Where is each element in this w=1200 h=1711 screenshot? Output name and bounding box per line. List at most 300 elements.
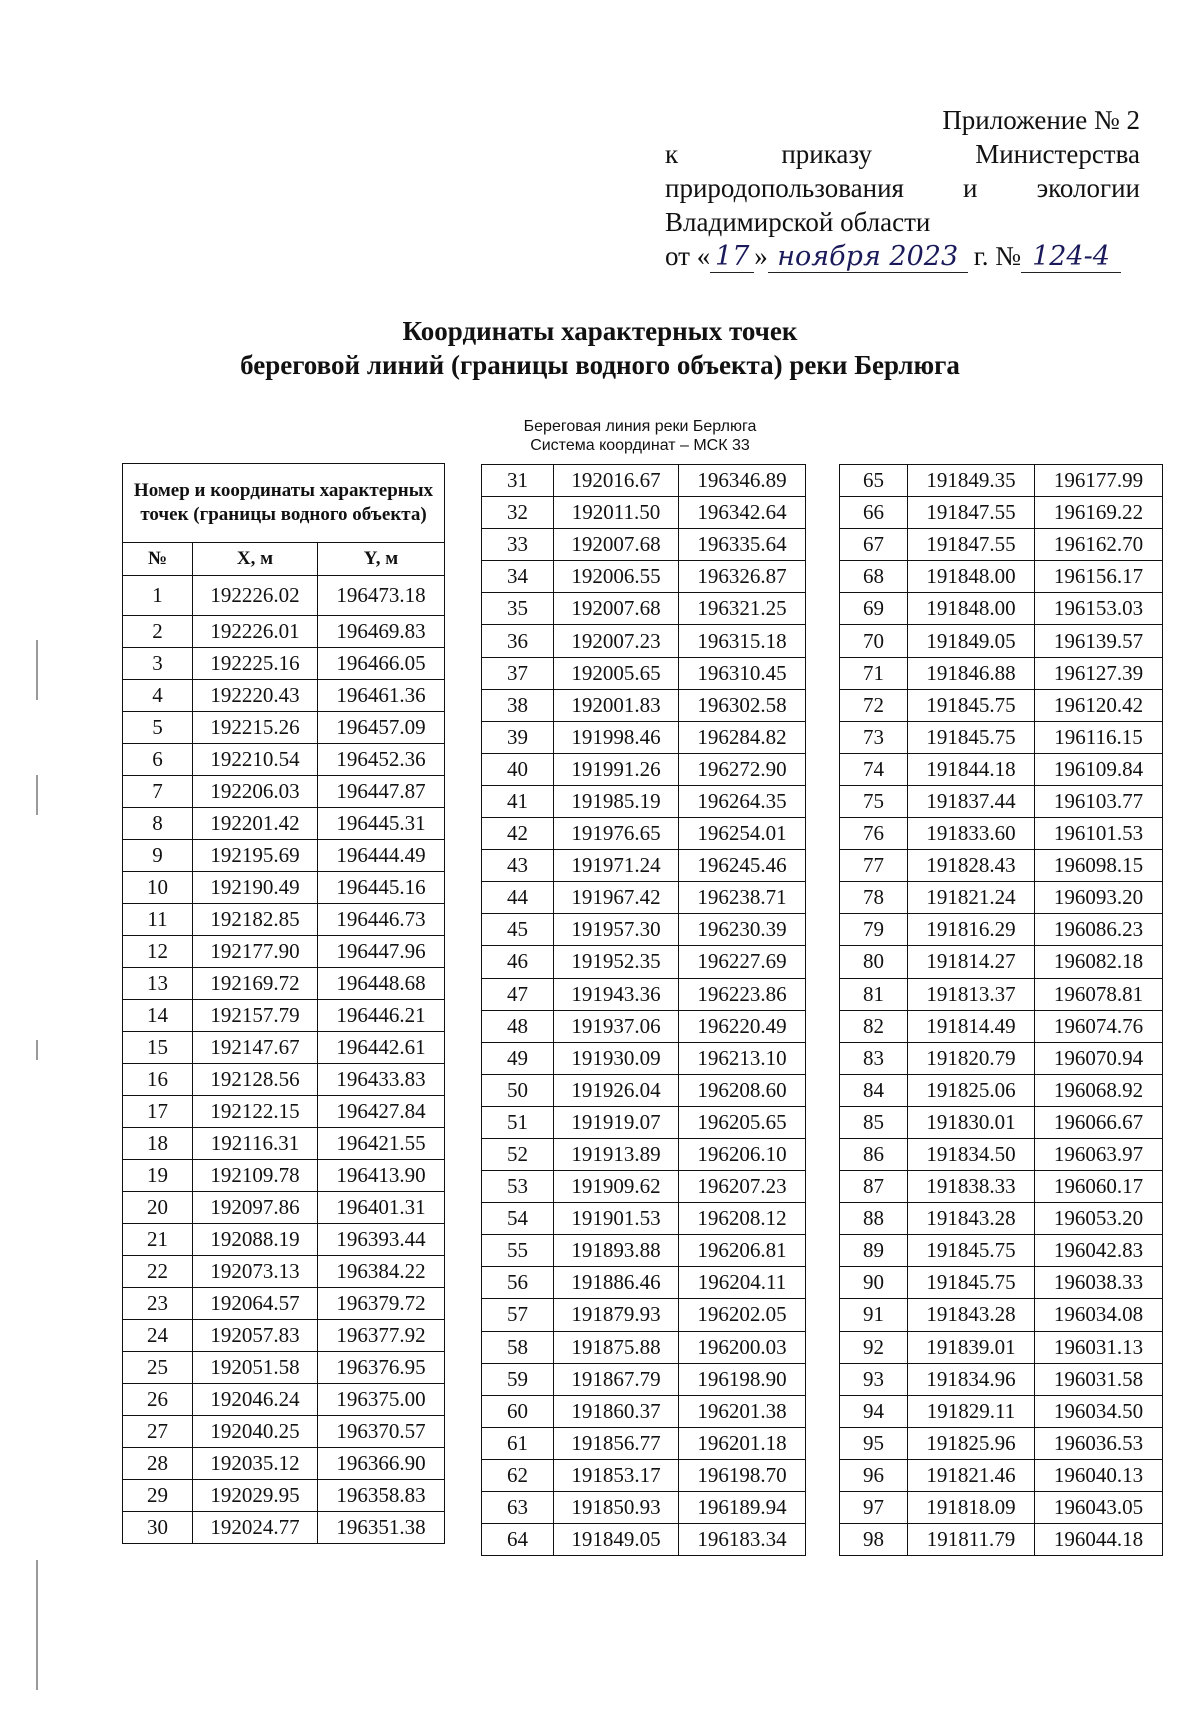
x-coordinate-cell: 191844.18 (908, 753, 1035, 785)
point-number-cell: 90 (840, 1267, 908, 1299)
x-coordinate-cell: 191849.05 (908, 625, 1035, 657)
x-coordinate-cell: 191845.75 (908, 1267, 1035, 1299)
point-number-cell: 80 (840, 946, 908, 978)
point-number-cell: 62 (482, 1459, 554, 1491)
table-row (840, 753, 1163, 785)
table-row (840, 1492, 1163, 1524)
table-row (123, 576, 445, 616)
y-coordinate-cell: 196393.44 (318, 1224, 445, 1256)
point-number-cell: 85 (840, 1106, 908, 1138)
point-number-cell: 41 (482, 785, 554, 817)
y-coordinate-cell: 196034.50 (1035, 1395, 1163, 1427)
point-number-cell: 70 (840, 625, 908, 657)
table-row (482, 1299, 806, 1331)
y-coordinate-cell: 196120.42 (1035, 689, 1163, 721)
table-row (482, 1235, 806, 1267)
x-coordinate-cell: 191943.36 (554, 978, 679, 1010)
table-row (482, 657, 806, 689)
table-row (840, 1074, 1163, 1106)
x-coordinate-cell: 191967.42 (554, 882, 679, 914)
x-coordinate-cell: 191848.00 (908, 561, 1035, 593)
x-coordinate-cell: 191886.46 (554, 1267, 679, 1299)
x-coordinate-cell: 192016.67 (554, 465, 679, 497)
y-coordinate-cell: 196040.13 (1035, 1459, 1163, 1491)
table-row (123, 1288, 445, 1320)
table-row (840, 1331, 1163, 1363)
point-number-cell: 45 (482, 914, 554, 946)
point-number-cell: 6 (123, 744, 193, 776)
x-coordinate-cell: 192195.69 (193, 840, 318, 872)
y-coordinate-cell: 196189.94 (679, 1492, 806, 1524)
y-coordinate-cell: 196208.12 (679, 1203, 806, 1235)
point-number-cell: 49 (482, 1042, 554, 1074)
x-coordinate-cell: 191838.33 (908, 1171, 1035, 1203)
y-coordinate-cell: 196321.25 (679, 593, 806, 625)
y-coordinate-cell: 196068.92 (1035, 1074, 1163, 1106)
table-row (840, 657, 1163, 689)
point-number-cell: 35 (482, 593, 554, 625)
table-row (840, 465, 1163, 497)
point-number-cell: 19 (123, 1160, 193, 1192)
point-number-cell: 75 (840, 785, 908, 817)
x-coordinate-cell: 191816.29 (908, 914, 1035, 946)
handwritten-month-year: ноября 2023 (768, 242, 968, 273)
coordinates-table-2 (481, 464, 806, 1556)
x-coordinate-cell: 191991.26 (554, 753, 679, 785)
table-row (123, 1192, 445, 1224)
y-coordinate-cell: 196446.21 (318, 1000, 445, 1032)
x-coordinate-cell: 191909.62 (554, 1171, 679, 1203)
x-coordinate-cell: 191813.37 (908, 978, 1035, 1010)
x-coordinate-cell: 192206.03 (193, 776, 318, 808)
x-coordinate-cell: 191820.79 (908, 1042, 1035, 1074)
point-number-cell: 20 (123, 1192, 193, 1224)
y-coordinate-cell: 196238.71 (679, 882, 806, 914)
point-number-cell: 88 (840, 1203, 908, 1235)
table-row (482, 914, 806, 946)
point-number-cell: 48 (482, 1010, 554, 1042)
handwritten-order-number: 124-4 (1021, 242, 1121, 273)
point-number-cell: 9 (123, 840, 193, 872)
x-coordinate-cell: 192088.19 (193, 1224, 318, 1256)
y-coordinate-cell: 196063.97 (1035, 1138, 1163, 1170)
y-coordinate-cell: 196442.61 (318, 1032, 445, 1064)
point-number-cell: 54 (482, 1203, 554, 1235)
y-coordinate-cell: 196139.57 (1035, 625, 1163, 657)
table-row (482, 497, 806, 529)
x-coordinate-cell: 191839.01 (908, 1331, 1035, 1363)
x-coordinate-cell: 192097.86 (193, 1192, 318, 1224)
y-coordinate-cell: 196379.72 (318, 1288, 445, 1320)
point-number-cell: 25 (123, 1352, 193, 1384)
point-number-cell: 15 (123, 1032, 193, 1064)
y-coordinate-cell: 196335.64 (679, 529, 806, 561)
point-number-cell: 89 (840, 1235, 908, 1267)
table-row (123, 1480, 445, 1512)
scan-margin-line (36, 1560, 38, 1690)
point-number-cell: 32 (482, 497, 554, 529)
point-number-cell: 16 (123, 1064, 193, 1096)
x-coordinate-cell: 192007.68 (554, 593, 679, 625)
table-row (482, 529, 806, 561)
table-row (840, 1395, 1163, 1427)
point-number-cell: 4 (123, 680, 193, 712)
table-row (840, 561, 1163, 593)
y-coordinate-cell: 196346.89 (679, 465, 806, 497)
table-row (123, 1160, 445, 1192)
y-coordinate-cell: 196315.18 (679, 625, 806, 657)
table-row (482, 1363, 806, 1395)
y-coordinate-cell: 196206.10 (679, 1138, 806, 1170)
point-number-cell: 37 (482, 657, 554, 689)
x-coordinate-cell: 192011.50 (554, 497, 679, 529)
table-row (482, 1010, 806, 1042)
y-coordinate-cell: 196183.34 (679, 1524, 806, 1556)
table-row (840, 1010, 1163, 1042)
x-coordinate-cell: 191879.93 (554, 1299, 679, 1331)
point-number-cell: 66 (840, 497, 908, 529)
y-coordinate-cell: 196245.46 (679, 850, 806, 882)
point-number-cell: 27 (123, 1416, 193, 1448)
table-row (840, 850, 1163, 882)
point-number-cell: 36 (482, 625, 554, 657)
y-coordinate-cell: 196204.11 (679, 1267, 806, 1299)
table-row (840, 785, 1163, 817)
table-row (123, 1352, 445, 1384)
x-coordinate-cell: 192029.95 (193, 1480, 318, 1512)
point-number-cell: 24 (123, 1320, 193, 1352)
x-coordinate-cell: 192001.83 (554, 689, 679, 721)
table-row (123, 1448, 445, 1480)
point-number-cell: 74 (840, 753, 908, 785)
x-coordinate-cell: 191913.89 (554, 1138, 679, 1170)
y-coordinate-cell: 196342.64 (679, 497, 806, 529)
x-coordinate-cell: 192215.26 (193, 712, 318, 744)
y-coordinate-cell: 196358.83 (318, 1480, 445, 1512)
table-row (123, 808, 445, 840)
y-coordinate-cell: 196093.20 (1035, 882, 1163, 914)
x-coordinate-cell: 191976.65 (554, 818, 679, 850)
table-row (123, 776, 445, 808)
x-coordinate-cell: 191860.37 (554, 1395, 679, 1427)
y-coordinate-cell: 196448.68 (318, 968, 445, 1000)
y-coordinate-cell: 196366.90 (318, 1448, 445, 1480)
point-number-cell: 96 (840, 1459, 908, 1491)
x-coordinate-cell: 192064.57 (193, 1288, 318, 1320)
y-coordinate-cell: 196200.03 (679, 1331, 806, 1363)
point-number-cell: 60 (482, 1395, 554, 1427)
table-row (840, 721, 1163, 753)
x-coordinate-cell: 192122.15 (193, 1096, 318, 1128)
table-row (482, 1042, 806, 1074)
x-coordinate-cell: 192190.49 (193, 872, 318, 904)
point-number-cell: 42 (482, 818, 554, 850)
y-coordinate-cell: 196098.15 (1035, 850, 1163, 882)
x-coordinate-cell: 191814.49 (908, 1010, 1035, 1042)
y-coordinate-cell: 196254.01 (679, 818, 806, 850)
point-number-cell: 83 (840, 1042, 908, 1074)
point-number-cell: 91 (840, 1299, 908, 1331)
point-number-cell: 71 (840, 657, 908, 689)
x-coordinate-cell: 192006.55 (554, 561, 679, 593)
y-coordinate-cell: 196466.05 (318, 648, 445, 680)
table-row (123, 1064, 445, 1096)
y-coordinate-cell: 196461.36 (318, 680, 445, 712)
y-coordinate-cell: 196413.90 (318, 1160, 445, 1192)
point-number-cell: 13 (123, 968, 193, 1000)
table-row (123, 968, 445, 1000)
table-row (123, 648, 445, 680)
y-coordinate-cell: 196162.70 (1035, 529, 1163, 561)
point-number-cell: 28 (123, 1448, 193, 1480)
table-row (840, 1363, 1163, 1395)
y-coordinate-cell: 196109.84 (1035, 753, 1163, 785)
y-coordinate-cell: 196034.08 (1035, 1299, 1163, 1331)
handwritten-day: 17 (710, 242, 754, 273)
y-coordinate-cell: 196227.69 (679, 946, 806, 978)
table-row (123, 616, 445, 648)
x-coordinate-cell: 191845.75 (908, 689, 1035, 721)
table-row (482, 1524, 806, 1556)
point-number-cell: 46 (482, 946, 554, 978)
title-line-1: Координаты характерных точек (402, 316, 798, 346)
point-number-cell: 56 (482, 1267, 554, 1299)
x-coordinate-cell: 191837.44 (908, 785, 1035, 817)
table-row (840, 1524, 1163, 1556)
table-row (482, 721, 806, 753)
point-number-cell: 29 (123, 1480, 193, 1512)
y-coordinate-cell: 196116.15 (1035, 721, 1163, 753)
x-coordinate-cell: 191829.11 (908, 1395, 1035, 1427)
y-coordinate-cell: 196031.13 (1035, 1331, 1163, 1363)
table-row (840, 1171, 1163, 1203)
table-row (482, 850, 806, 882)
y-coordinate-cell: 196445.16 (318, 872, 445, 904)
table-row (482, 1331, 806, 1363)
x-coordinate-cell: 191848.00 (908, 593, 1035, 625)
table-row (482, 689, 806, 721)
x-coordinate-cell: 192057.83 (193, 1320, 318, 1352)
point-number-cell: 33 (482, 529, 554, 561)
y-coordinate-cell: 196206.81 (679, 1235, 806, 1267)
y-coordinate-cell: 196302.58 (679, 689, 806, 721)
x-coordinate-cell: 192051.58 (193, 1352, 318, 1384)
point-number-cell: 44 (482, 882, 554, 914)
y-coordinate-cell: 196044.18 (1035, 1524, 1163, 1556)
table-row (840, 1106, 1163, 1138)
x-coordinate-cell: 191834.50 (908, 1138, 1035, 1170)
y-coordinate-cell: 196310.45 (679, 657, 806, 689)
y-coordinate-cell: 196127.39 (1035, 657, 1163, 689)
table-row (482, 882, 806, 914)
table-row (482, 1492, 806, 1524)
table-row (840, 1427, 1163, 1459)
point-number-cell: 11 (123, 904, 193, 936)
point-number-cell: 67 (840, 529, 908, 561)
point-number-cell: 26 (123, 1384, 193, 1416)
table-row (840, 914, 1163, 946)
table-row (840, 689, 1163, 721)
x-coordinate-cell: 191814.27 (908, 946, 1035, 978)
y-coordinate-cell: 196326.87 (679, 561, 806, 593)
point-number-cell: 8 (123, 808, 193, 840)
point-number-cell: 14 (123, 1000, 193, 1032)
point-number-cell: 68 (840, 561, 908, 593)
y-coordinate-cell: 196070.94 (1035, 1042, 1163, 1074)
y-coordinate-cell: 196201.38 (679, 1395, 806, 1427)
x-coordinate-cell: 191850.93 (554, 1492, 679, 1524)
scan-margin-line (36, 775, 38, 815)
table-group-header: Номер и координаты характерных точек (границы водного объекта) (123, 464, 445, 543)
y-coordinate-cell: 196220.49 (679, 1010, 806, 1042)
word: Министерства (975, 139, 1140, 169)
y-coordinate-cell: 196201.18 (679, 1427, 806, 1459)
table-row (840, 882, 1163, 914)
y-coordinate-cell: 196230.39 (679, 914, 806, 946)
table-row (840, 1267, 1163, 1299)
y-coordinate-cell: 196060.17 (1035, 1171, 1163, 1203)
table-row (840, 1235, 1163, 1267)
x-coordinate-cell: 191821.46 (908, 1459, 1035, 1491)
y-coordinate-cell: 196377.92 (318, 1320, 445, 1352)
word: приказу (781, 139, 873, 169)
point-number-cell: 86 (840, 1138, 908, 1170)
point-number-cell: 58 (482, 1331, 554, 1363)
table-row (840, 1203, 1163, 1235)
word: к (665, 139, 679, 169)
x-coordinate-cell: 192147.67 (193, 1032, 318, 1064)
y-coordinate-cell: 196169.22 (1035, 497, 1163, 529)
caption-line-2: Система координат – МСК 33 (530, 437, 750, 454)
x-coordinate-cell: 191834.96 (908, 1363, 1035, 1395)
x-coordinate-cell: 191843.28 (908, 1203, 1035, 1235)
x-coordinate-cell: 192210.54 (193, 744, 318, 776)
x-coordinate-cell: 191875.88 (554, 1331, 679, 1363)
table-row (123, 1224, 445, 1256)
x-coordinate-cell: 192116.31 (193, 1128, 318, 1160)
point-number-cell: 17 (123, 1096, 193, 1128)
table-row (840, 1138, 1163, 1170)
table-row (123, 872, 445, 904)
x-coordinate-cell: 191985.19 (554, 785, 679, 817)
point-number-cell: 73 (840, 721, 908, 753)
y-coordinate-cell: 196473.18 (318, 576, 445, 616)
y-coordinate-cell: 196427.84 (318, 1096, 445, 1128)
y-coordinate-cell: 196457.09 (318, 712, 445, 744)
point-number-cell: 50 (482, 1074, 554, 1106)
table-row (840, 625, 1163, 657)
table-row (123, 744, 445, 776)
table-row (123, 936, 445, 968)
table-row (482, 1138, 806, 1170)
point-number-cell: 55 (482, 1235, 554, 1267)
table-row (482, 1171, 806, 1203)
x-coordinate-cell: 192226.01 (193, 616, 318, 648)
point-number-cell: 94 (840, 1395, 908, 1427)
table-row (840, 1459, 1163, 1491)
x-coordinate-cell: 191843.28 (908, 1299, 1035, 1331)
y-coordinate-cell: 196086.23 (1035, 914, 1163, 946)
y-coordinate-cell: 196156.17 (1035, 561, 1163, 593)
table-row (482, 465, 806, 497)
x-coordinate-cell: 192109.78 (193, 1160, 318, 1192)
x-coordinate-cell: 192007.68 (554, 529, 679, 561)
y-coordinate-cell: 196284.82 (679, 721, 806, 753)
y-coordinate-cell: 196264.35 (679, 785, 806, 817)
point-number-cell: 1 (123, 576, 193, 616)
point-number-cell: 65 (840, 465, 908, 497)
y-coordinate-cell: 196208.60 (679, 1074, 806, 1106)
x-coordinate-cell: 191867.79 (554, 1363, 679, 1395)
table-row (840, 946, 1163, 978)
point-number-cell: 72 (840, 689, 908, 721)
point-number-cell: 31 (482, 465, 554, 497)
table-row (482, 1074, 806, 1106)
point-number-cell: 12 (123, 936, 193, 968)
table-row (482, 593, 806, 625)
x-coordinate-cell: 192007.23 (554, 625, 679, 657)
table-row (840, 593, 1163, 625)
point-number-cell: 53 (482, 1171, 554, 1203)
y-coordinate-cell: 196447.96 (318, 936, 445, 968)
y-coordinate-cell: 196351.38 (318, 1512, 445, 1544)
point-number-cell: 79 (840, 914, 908, 946)
y-coordinate-cell: 196213.10 (679, 1042, 806, 1074)
x-coordinate-cell: 191998.46 (554, 721, 679, 753)
point-number-cell: 30 (123, 1512, 193, 1544)
x-coordinate-cell: 191818.09 (908, 1492, 1035, 1524)
x-coordinate-cell: 192226.02 (193, 576, 318, 616)
column-header-y: Y, м (318, 543, 445, 576)
x-coordinate-cell: 191937.06 (554, 1010, 679, 1042)
point-number-cell: 21 (123, 1224, 193, 1256)
table-row (123, 1512, 445, 1544)
table-row (123, 1096, 445, 1128)
x-coordinate-cell: 191926.04 (554, 1074, 679, 1106)
x-coordinate-cell: 192182.85 (193, 904, 318, 936)
y-coordinate-cell: 196177.99 (1035, 465, 1163, 497)
appendix-number: Приложение № 2 (942, 105, 1140, 135)
x-coordinate-cell: 192128.56 (193, 1064, 318, 1096)
x-coordinate-cell: 191846.88 (908, 657, 1035, 689)
table-row (482, 561, 806, 593)
scan-margin-line (36, 1040, 38, 1060)
y-coordinate-cell: 196198.90 (679, 1363, 806, 1395)
point-number-cell: 2 (123, 616, 193, 648)
y-coordinate-cell: 196205.65 (679, 1106, 806, 1138)
x-coordinate-cell: 191952.35 (554, 946, 679, 978)
point-number-cell: 95 (840, 1427, 908, 1459)
appendix-line-4: Владимирской области (665, 207, 931, 237)
point-number-cell: 82 (840, 1010, 908, 1042)
coordinates-table-3 (839, 464, 1163, 1556)
table-row (123, 680, 445, 712)
x-coordinate-cell: 191971.24 (554, 850, 679, 882)
table-row (123, 1416, 445, 1448)
point-number-cell: 78 (840, 882, 908, 914)
x-coordinate-cell: 192177.90 (193, 936, 318, 968)
y-coordinate-cell: 196082.18 (1035, 946, 1163, 978)
appendix-line-2 (665, 137, 1140, 171)
y-coordinate-cell: 196421.55 (318, 1128, 445, 1160)
x-coordinate-cell: 192169.72 (193, 968, 318, 1000)
column-header-x: X, м (193, 543, 318, 576)
x-coordinate-cell: 191828.43 (908, 850, 1035, 882)
x-coordinate-cell: 191849.05 (554, 1524, 679, 1556)
x-coordinate-cell: 192201.42 (193, 808, 318, 840)
point-number-cell: 69 (840, 593, 908, 625)
y-coordinate-cell: 196445.31 (318, 808, 445, 840)
